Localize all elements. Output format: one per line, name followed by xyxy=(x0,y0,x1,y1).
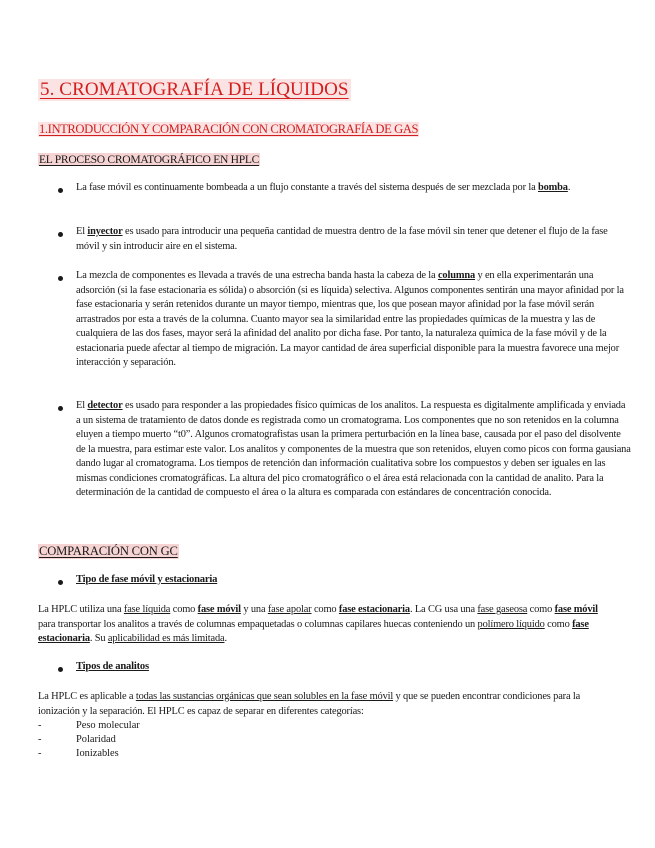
text: como xyxy=(311,604,339,615)
paragraph-fase xyxy=(38,603,598,647)
bullet-dot xyxy=(58,667,63,672)
text: . xyxy=(567,182,571,193)
sub-heading-analitos: Tipos de analitos xyxy=(76,661,149,672)
text: La mezcla de componentes es llevada a través de una estrecha banda hasta la cabeza de la xyxy=(76,270,438,281)
text: es usado para introducir una pequeña cantidad de muestra dentro de la fase móvil sin tener que detener el flujo de la fase móvil y sin introducir aire en el sistema. xyxy=(76,226,608,252)
term-bomba: bomba xyxy=(538,182,568,193)
bullet-paragraph-bomba xyxy=(76,181,632,196)
section-heading: 1.INTRODUCCIÓN Y COMPARACIÓN CON CROMATOGRAFÍA DE GAS xyxy=(39,122,419,136)
underlined-text: fase apolar xyxy=(267,604,312,615)
subsection-heading-comparacion: COMPARACIÓN CON GC xyxy=(39,544,178,558)
bullet-dot xyxy=(58,580,63,585)
list-item: - Ionizables xyxy=(38,748,119,759)
text: es usado para responder a las propiedades físico químicas de los analitos. La respuesta es digitalmente amplificada y enviada a un sistema de tratamiento de datos donde es registrada como un cromatograma. Los componentes que no son retenidos en la columna eluyen a tiempo muerto “t0”. Algunos cromatografistas usan la primera perturbación en la línea base, causada por el paso del disolvente de la muestra, para estimar este valor. Los analitos y componentes de la muestra que son retenidos, eluyen como picos con forma gausiana dando lugar al cromatograma. Los tiempos de retención dan información cualitativa sobre los compuestos y deben ser iguales en las mismas condiciones cromatográficas. La altura del pico cromatográfico o el área está relacionada con la cantidad de analito. Para la determinación de la cantidad de compuesto el área o la altura es comparada con estándares de concentración conocida. xyxy=(76,400,631,498)
bold-term: fase estacionaria xyxy=(338,604,410,615)
bold-term: fase móvil xyxy=(554,604,598,615)
text: y en ella experimentarán una adsorción (si la fase estacionaria es sólida) o absorción (si es líquida) selectiva. Algunos componentes sentirán una mayor afinidad por la fase estacionaria y serán retenidos durante un mayor tiempo, mientras que, los que posean mayor afinidad por la fase móvil serán arrastrados por esta a través de la columna. Cuanto mayor sea la similaridad entre las propiedades químicas de la muestra y las de cualquiera de las dos fases, mayor será la afinidad del analito por dicha fase. Por tanto, la naturaleza química de la fase móvil y de la estacionaria puede afectar al tiempo de migración. La mayor cantidad de área superficial disponible para la muestra favorece una mejor interacción y separación. xyxy=(76,270,624,368)
bullet-paragraph-detector xyxy=(76,399,632,501)
text: El xyxy=(76,400,88,411)
paragraph-analitos xyxy=(38,690,598,719)
text: como xyxy=(544,618,573,630)
bullet-dot xyxy=(58,232,63,237)
list-item: - Polaridad xyxy=(38,734,116,745)
list-item-label: Ionizables xyxy=(76,748,119,759)
underlined-text: polímero líquido xyxy=(477,618,545,630)
text: . xyxy=(224,633,227,644)
term-columna: columna xyxy=(437,270,476,281)
text: La HPLC es aplicable a xyxy=(38,691,136,702)
text: para transportar los analitos a través de columnas empaquetadas o columnas capilares huecas conteniendo un xyxy=(38,618,478,630)
sub-heading-fase: Tipo de fase móvil y estacionaria xyxy=(76,574,218,585)
text: y una xyxy=(240,604,268,615)
term-inyector: inyector xyxy=(87,226,123,237)
text: . La CG usa una xyxy=(409,604,478,615)
list-item-label: Polaridad xyxy=(76,734,116,745)
text: . Su xyxy=(89,633,108,644)
subsection-heading: EL PROCESO CROMATOGRÁFICO EN HPLC xyxy=(39,153,260,166)
bold-term: fase estacionaria xyxy=(38,618,589,644)
bullet-dot xyxy=(58,276,63,281)
text: El xyxy=(76,226,88,237)
text: La HPLC utiliza una xyxy=(38,604,124,615)
underlined-text: fase gaseosa xyxy=(477,604,528,615)
text: La fase móvil es continuamente bombeada a un flujo constante a través del sistema después de ser mezclada por la xyxy=(76,182,538,193)
term-detector: detector xyxy=(87,400,123,411)
underlined-text: fase líquida xyxy=(123,604,171,615)
text: como xyxy=(527,604,555,615)
text: y que se pueden encontrar condiciones para la ionización y la separación. El HPLC es capaz de separar en diferentes categorías: xyxy=(38,691,581,717)
bullet-dot xyxy=(58,406,63,411)
page-title: 5. CROMATOGRAFÍA DE LÍQUIDOS xyxy=(40,79,349,100)
underlined-text: todas las sustancias orgánicas que sean solubles en la fase móvil xyxy=(135,691,394,702)
list-item: - Peso molecular xyxy=(38,720,140,731)
underlined-text: aplicabilidad es más limitada xyxy=(107,633,225,644)
list-item-label: Peso molecular xyxy=(76,720,140,731)
bold-term: fase móvil xyxy=(197,604,241,615)
bullet-paragraph-inyector xyxy=(76,225,632,254)
text: como xyxy=(170,604,198,615)
bullet-paragraph-columna xyxy=(76,269,632,371)
bullet-dot xyxy=(58,188,63,193)
